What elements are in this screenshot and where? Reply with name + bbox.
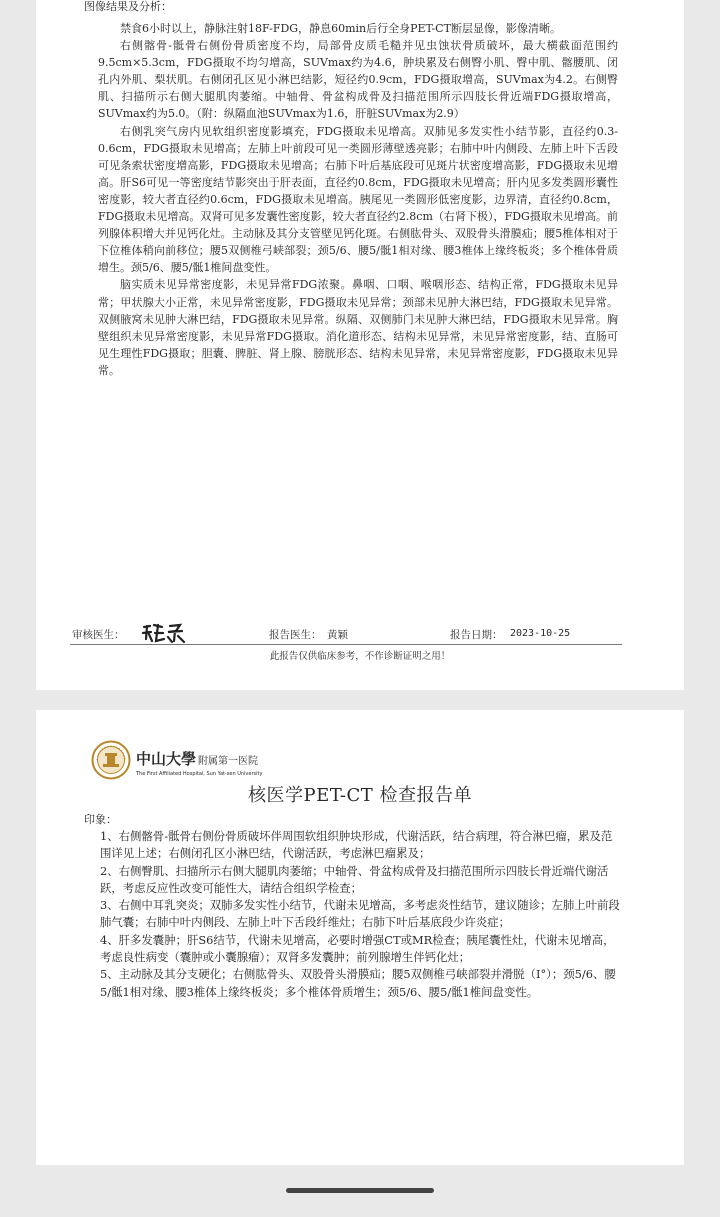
home-indicator[interactable] [286, 1188, 434, 1193]
logo-cn-name: 中山大學 [136, 750, 197, 768]
report-title: 核医学PET-CT 检查报告单 [247, 785, 473, 806]
impression-list [100, 828, 620, 1001]
reviewer-label: 审核医生： [72, 629, 125, 641]
date-label: 报告日期： [450, 629, 503, 641]
impression-item: 1、右侧髂骨-骶骨右侧份骨质破坏伴周围软组织肿块形成，代谢活跃，结合病理，符合淋巴瘤，累及范围详见上述；右侧闭孔区小淋巴结，代谢活跃，考虑淋巴瘤累及； [100, 829, 613, 861]
report-page-2 [36, 710, 684, 1165]
impression-label: 印象： [84, 813, 117, 826]
findings-paragraph: 脑实质未见异常密度影，未见异常FDG浓聚。鼻咽、口咽、喉咽形态、结构正常，FDG摄取未见异常；甲状腺大小正常，未见异常密度影，FDG摄取未见异常；颈部未见肿大淋巴结，FDG摄取未见异常。双侧腋窝未见肿大淋巴结，FDG摄取未见异常。纵隔、双侧肺门未见肿大淋巴结，FDG摄取未见异常。胸壁组织未见异常密度影，未见异常FDG摄取。消化道形态、结构未见异常，未见异常密度影，结、直肠可见生理性FDG摄取；胆囊、脾脏、肾上腺、膀胱形态、结构未见异常，未见异常密度影，FDG摄取未见异常。 [98, 278, 618, 377]
signature-row [72, 624, 612, 644]
logo-en-name: The First Affiliated Hospital, Sun Yat-sen University [136, 771, 263, 777]
hospital-logo-text [136, 748, 262, 777]
impression-item: 2、右侧臀肌、扫描所示右侧大腿肌肉萎缩；中轴骨、骨盆构成骨及扫描范围所示四肢长骨近端代谢活跃，考虑反应性改变可能性大，请结合组织学检查； [100, 863, 609, 895]
date-value: 2023-10-25 [510, 628, 571, 639]
findings-paragraph: 右侧髂骨-骶骨右侧份骨质密度不均，局部骨皮质毛糙并见虫蚀状骨质破坏，最大横截面范围约9.5cm×5.3cm，FDG摄取不均匀增高，SUVmax约为4.6，肿块累及右侧臀小肌、臀中肌、髂腰肌、闭孔内外肌、梨状肌。右侧闭孔区见小淋巴结影，短径约0.9cm，FDG摄取增高，SUVmax为4.2。右侧臀肌、扫描所示右侧大腿肌肉萎缩。中轴骨、骨盆构成骨及扫描范围所示四肢长骨近端FDG摄取增高，SUVmax约为5.0。（附：纵隔血池SUVmax为1.6，肝脏SUVmax为2.9） [98, 39, 618, 121]
reporter-label: 报告医生： [269, 629, 322, 641]
hospital-logo-icon [91, 740, 131, 780]
report-page-1 [36, 0, 684, 690]
findings-paragraph: 右侧乳突气房内见软组织密度影填充，FDG摄取未见增高。双肺见多发实性小结节影，直径约0.3-0.6cm，FDG摄取未见增高；左肺上叶前段可见一类圆形薄壁透亮影；右肺中叶内侧段、左肺上叶下舌段可见条索状密度增高影，FDG摄取未见增高；右肺下叶后基底段可见斑片状密度增高影，FDG摄取未见增高。肝S6可见一等密度结节影突出于肝表面，直径约0.8cm，FDG摄取未见增高；肝内见多发类圆形囊性密度影，较大者直径约0.6cm，FDG摄取未见增高。胰尾见一类圆形低密度影，边界清，直径约0.8cm，FDG摄取未见增高。双肾可见多发囊性密度影，较大者直径约2.8cm（右肾下极），FDG摄取未见增高。前列腺体积增大并见钙化灶。主动脉及其分支管壁见钙化斑。右侧肱骨头、双股骨头滑膜疝；腰5椎体相对于下位椎体稍向前移位；腰5双侧椎弓峡部裂；颈5/6、腰5/骶1相对缘、腰3椎体上缘终板炎；多个椎体骨质增生。颈5/6、腰5/骶1椎间盘变性。 [98, 124, 618, 275]
findings-text [98, 20, 618, 379]
disclaimer: 此报告仅供临床参考，不作诊断证明之用！ [269, 651, 451, 662]
impression-item: 3、右侧中耳乳突炎；双肺多发实性小结节，代谢未见增高，多考虑炎性结节，建议随诊；左肺上叶前段肺气囊；右肺中叶内侧段、左肺上叶下舌段纤维灶；右肺下叶后基底段少许炎症； [100, 898, 620, 930]
reviewer-signature-image [140, 621, 190, 645]
impression-item: 5、主动脉及其分支硬化；右侧肱骨头、双股骨头滑膜疝；腰5双侧椎弓峡部裂并滑脱（Ⅰ°）；颈5/6、腰5/骶1相对缘、腰3椎体上缘终板炎；多个椎体骨质增生；颈5/6、腰5/骶1椎间盘变性。 [100, 967, 616, 999]
divider [70, 644, 622, 645]
findings-paragraph: 禁食6小时以上，静脉注射18F-FDG，静息60min后行全身PET-CT断层显像，影像清晰。 [120, 22, 561, 35]
impression-item: 4、肝多发囊肿；肝S6结节，代谢未见增高，必要时增强CT或MR检查；胰尾囊性灶，代谢未见增高，考虑良性病变（囊肿或小囊腺瘤）；双肾多发囊肿；前列腺增生伴钙化灶； [100, 932, 615, 965]
reporter-name: 黄颖 [327, 629, 348, 641]
logo-cn-sub: 附属第一医院 [198, 756, 259, 767]
section-title: 图像结果及分析： [84, 0, 172, 13]
